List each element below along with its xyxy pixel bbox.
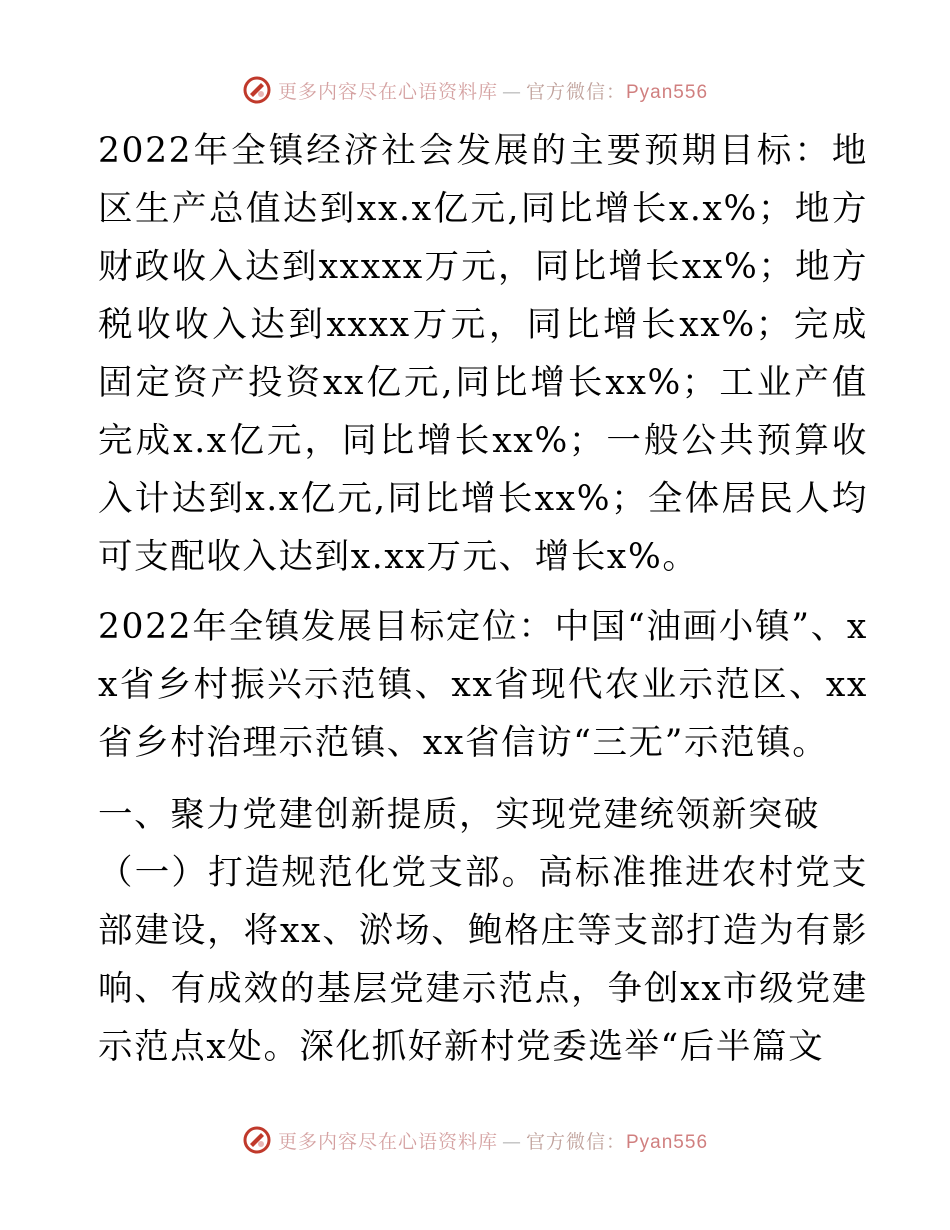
footer-site-name: 更多内容尽在心语资料库 [277,1130,498,1153]
footer-wechat-id: Pyan556 [626,1131,709,1153]
site-logo-icon [242,75,272,105]
footer-banner-text [278,1127,708,1154]
header-site-name: 更多内容尽在心语资料库 [277,80,498,103]
paragraph-development-positioning: 2022年全镇发展目标定位：中国“油画小镇”、xx省乡村振兴示范镇、xx省现代农业示范区、xx省乡村治理示范镇、xx省信访“三无”示范镇。 [98,607,868,763]
footer-official-label: 官方微信： [525,1130,626,1153]
footer-separator: — [501,1130,522,1153]
header-separator: — [501,80,522,103]
paragraph-economic-targets: 2022年全镇经济社会发展的主要预期目标：地区生产总值达到xx.x亿元,同比增长x.x%；地方财政收入达到xxxxx万元，同比增长xx%；地方税收收入达到xxxx万元，同比增长xx%；完成固定资产投资xx亿元,同比增长xx%；工业产值完成x.x亿元，同比增长xx%；一般公共预算收入计达到x.x亿元,同比增长xx%；全体居民人均可支配收入达到x.xx万元、增长x%。 [98,131,868,577]
site-logo-icon [242,1125,272,1155]
footer-banner [0,1120,950,1160]
header-banner-text [278,77,708,104]
header-official-label: 官方微信： [525,80,626,103]
paragraph-party-branch: （一）打造规范化党支部。高标准推进农村党支部建设，将xx、淤场、鲍格庄等支部打造为有影响、有成效的基层党建示范点，争创xx市级党建示范点x处。深化抓好新村党委选举“后半篇文 [98,853,868,1067]
document-body [98,122,868,1076]
header-banner [0,70,950,110]
section-heading-party-building: 一、聚力党建创新提质，实现党建统领新突破 [98,795,820,835]
header-wechat-id: Pyan556 [626,81,709,103]
